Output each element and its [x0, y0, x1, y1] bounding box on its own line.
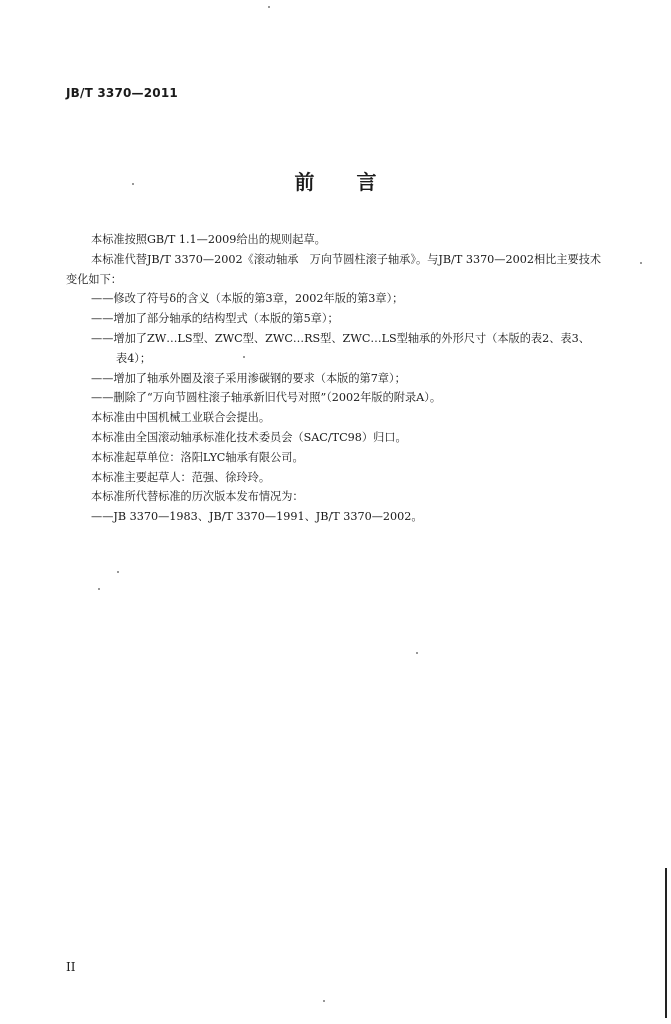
foreword-body: [66, 230, 642, 527]
paragraph: 本标准由中国机械工业联合会提出。: [91, 411, 271, 425]
paragraph-continuation: 变化如下：: [66, 272, 122, 286]
list-item: ——增加了轴承外圈及滚子采用渗碳钢的要求（本版的第7章）；: [91, 371, 406, 385]
list-item: ——修改了符号δ的含义（本版的第3章，2002年版的第3章）；: [91, 292, 404, 306]
scan-speck: [117, 571, 119, 573]
scan-speck: [640, 262, 642, 264]
scan-speck: [243, 356, 245, 358]
list-item: ——增加了ZW…LS型、ZWC型、ZWC…RS型、ZWC…LS型轴承的外形尺寸（本版的表2、表3、: [91, 331, 590, 345]
list-item-continuation: 表4）；: [116, 351, 152, 365]
title-part-1: 前: [294, 170, 315, 194]
page-title: [0, 166, 671, 195]
paragraph: 本标准主要起草人：范强、徐玲玲。: [91, 470, 271, 484]
paragraph: 本标准由全国滚动轴承标准化技术委员会（SAC/TC98）归口。: [91, 430, 407, 444]
page-number: II: [66, 960, 76, 974]
title-part-2: 言: [356, 170, 377, 194]
list-item: ——删除了“万向节圆柱滚子轴承新旧代号对照”（2002年版的附录A）。: [91, 391, 442, 405]
document-code: JB/T 3370—2011: [66, 86, 178, 100]
list-item: ——JB 3370—1983、JB/T 3370—1991、JB/T 3370—2002。: [91, 510, 423, 524]
scan-speck: [98, 588, 100, 590]
scan-edge-line: [665, 868, 667, 1018]
list-item: ——增加了部分轴承的结构型式（本版的第5章）；: [91, 312, 339, 326]
paragraph: 本标准起草单位：洛阳LYC轴承有限公司。: [91, 450, 304, 464]
scan-speck: [132, 183, 134, 185]
scan-speck: [323, 1000, 325, 1002]
paragraph: 本标准按照GB/T 1.1—2009给出的规则起草。: [91, 233, 326, 246]
scan-speck: [416, 652, 418, 654]
paragraph: 本标准所代替标准的历次版本发布情况为：: [91, 490, 304, 504]
scan-speck: [268, 6, 270, 8]
paragraph: 本标准代替JB/T 3370—2002《滚动轴承 万向节圆柱滚子轴承》。与JB/T 3370—2002相比主要技术: [91, 252, 602, 266]
